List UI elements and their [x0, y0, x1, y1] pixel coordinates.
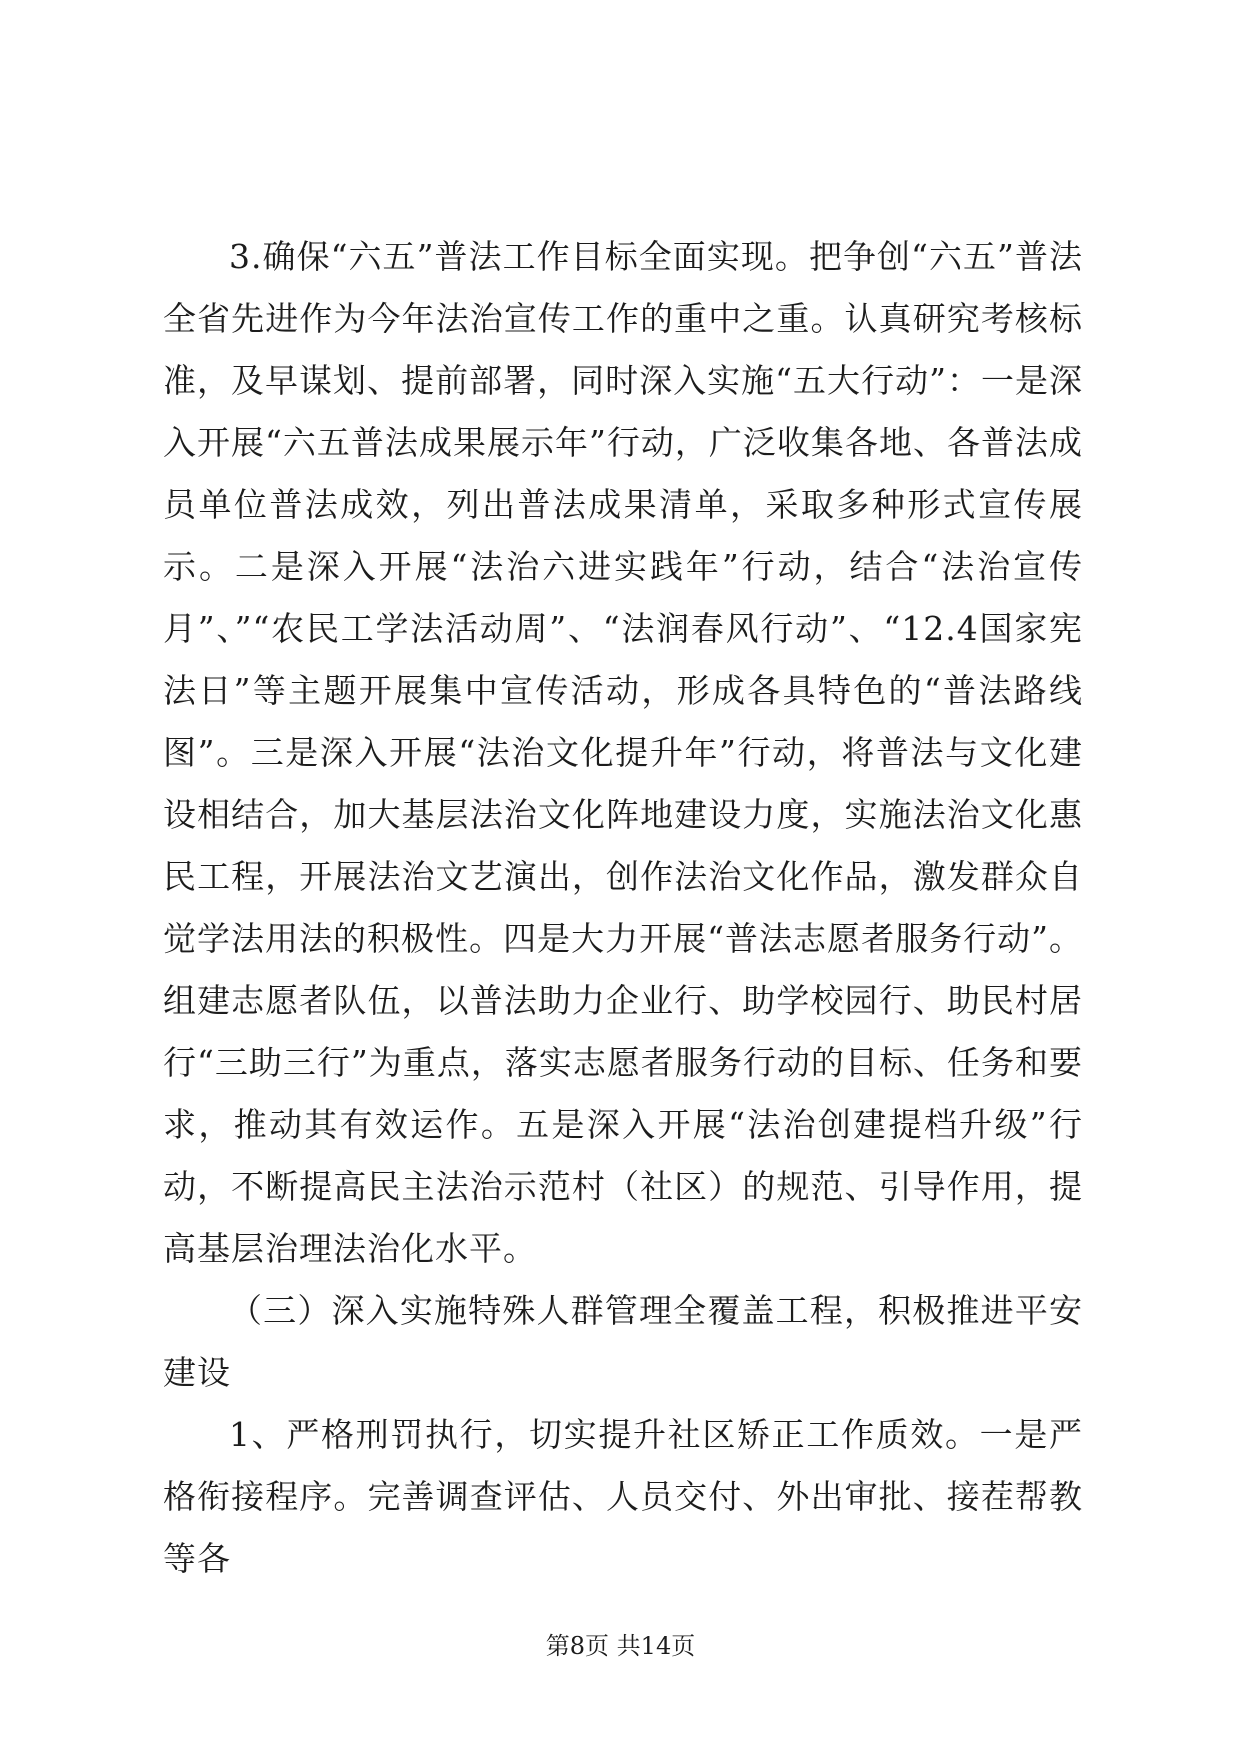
paragraph-six-five-goals: 3.确保“六五”普法工作目标全面实现。把争创“六五”普法全省先进作为今年法治宣传工作的重中之重。认真研究考核标准，及早谋划、提前部署，同时深入实施“五大行动”：一是深入开展“六五普法成果展示年”行动，广泛收集各地、各普法成员单位普法成效，列出普法成果清单，采取多种形式宣传展示。二是深入开展“法治六进实践年”行动，结合“法治宣传月”、”“农民工学法活动周”、“法润春风行动”、“12.4国家宪法日”等主题开展集中宣传活动，形成各具特色的“普法路线图”。三是深入开展“法治文化提升年”行动，将普法与文化建设相结合，加大基层法治文化阵地建设力度，实施法治文化惠民工程，开展法治文艺演出，创作法治文化作品，激发群众自觉学法用法的积极性。四是大力开展“普法志愿者服务行动”。组建志愿者队伍，以普法助力企业行、助学校园行、助民村居行“三助三行”为重点，落实志愿者服务行动的目标、任务和要求，推动其有效运作。五是深入开展“法治创建提档升级”行动，不断提高民主法治示范村（社区）的规范、引导作用，提高基层治理法治化水平。 — [163, 237, 1083, 1268]
document-body — [163, 226, 1083, 1590]
paragraph-community-correction: 1、严格刑罚执行，切实提升社区矫正工作质效。一是严格衔接程序。完善调查评估、人员交付、外出审批、接茬帮教等各 — [163, 1415, 1083, 1578]
section-heading-special-groups: （三）深入实施特殊人群管理全覆盖工程，积极推进平安建设 — [163, 1291, 1083, 1392]
page-number-footer: 第8页 共14页 — [545, 1632, 696, 1660]
